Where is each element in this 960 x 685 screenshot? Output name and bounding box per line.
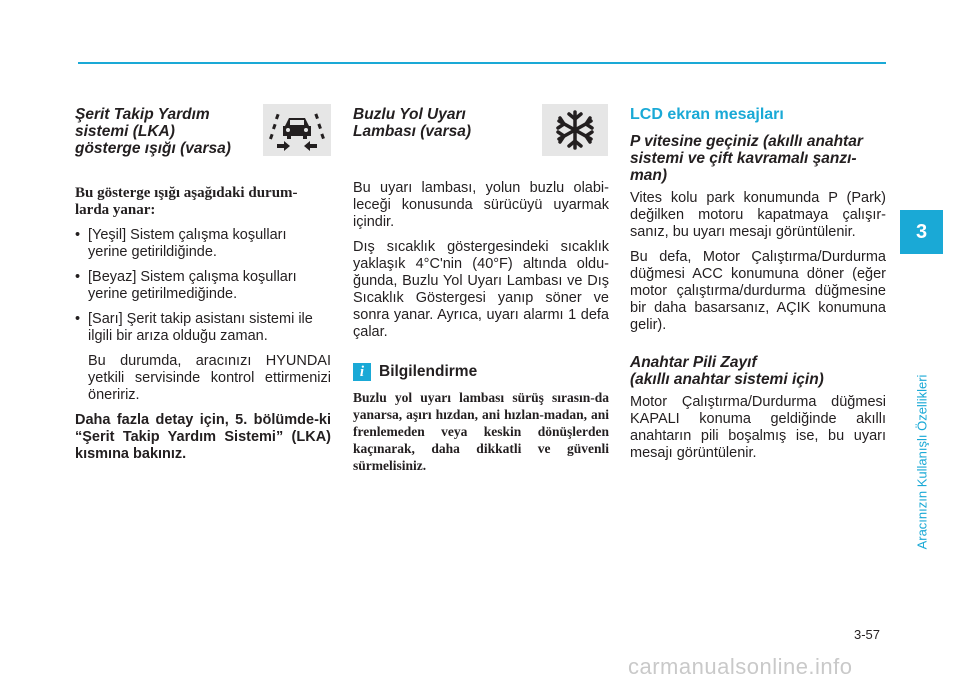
lka-heading: Şerit Takip Yardım sistemi (LKA) gösterge ışığı (varsa) [75, 106, 231, 157]
icy-road-para-2: Dış sıcaklık göstergesindeki sıcaklık yaklaşık 4°C'nin (40°F) altında oldu-ğunda, Buzlu Yol Uyarı Lambası ve Dış Sıcaklık Göstergesi yanıp söner ve sonra yanar. Ayrıca, uyarı alarmı 1 defa çalar. [353, 239, 609, 340]
icy-road-para-1: Bu uyarı lambası, yolun buzlu olabi-leceği konusunda sürücüyü uyarmak içindir. [353, 180, 609, 230]
lka-bullets [75, 227, 331, 345]
shift-to-p-para-1: Vites kolu park konumunda P (Park) değilken motoru kapatmaya çalışır-sanız, bu uyarı mesajı görüntülenir. [630, 190, 886, 240]
column-icy-road [353, 100, 609, 474]
snowflake-icon [542, 104, 608, 156]
icy-road-heading: Buzlu Yol Uyarı Lambası (varsa) [353, 106, 472, 140]
column-lcd-messages [630, 100, 886, 470]
key-battery-para: Motor Çalıştırma/Durdurma düğmesi KAPALI konuma geldiğinde akıllı anahtarın pili boşalmış ise, bu uyarı mesajı görüntülenir. [630, 394, 886, 461]
chapter-tab: 3 [900, 210, 943, 254]
page-number: 3-57 [854, 627, 881, 642]
watermark: carmanualsonline.info [628, 654, 853, 679]
info-text: Buzlu yol uyarı lambası sürüş sırasın-da yanarsa, aşırı hızdan, ani hızlan-madan, ani frenlemeden veya keskin dönüşlerden kaçınarak, daha dikkatli ve güvenli sürmelisiniz. [353, 390, 609, 473]
lka-sub-para: Bu durumda, aracınızı HYUNDAI yetkili servisinde kontrol ettirmenizi öneririz. [88, 353, 331, 403]
lcd-title: LCD ekran mesajları [630, 106, 784, 123]
list-item: • [Yeşil] Sistem çalışma koşulları yerine getirildiğinde. [75, 227, 287, 260]
list-item: • [Sarı] Şerit takip asistanı sistemi ile ilgili bir arıza olduğu zaman. [75, 311, 313, 344]
lka-bold-para: Daha fazla detay için, 5. bölümde-ki “Şerit Takip Yardım Sistemi” (LKA) kısmına bakınız. [75, 412, 331, 462]
info-header [353, 363, 609, 381]
chapter-title: Aracınızın Kullanışlı Özellikleri [914, 374, 930, 550]
list-item: • [Beyaz] Sistem çalışma koşulları yerine getirilmediğinde. [75, 269, 297, 302]
shift-to-p-para-2: Bu defa, Motor Çalıştırma/Durdurma düğmesi ACC konumuna döner (eğer motor çalıştırma/durdurma düğmesine bir daha basarsanız, AÇIK konumuna gelir). [630, 249, 886, 333]
shift-to-p-heading: P vitesine geçiniz (akıllı anahtar sistemi ve çift kavramalı şanzı- man) [630, 133, 863, 184]
info-icon: i [353, 363, 371, 381]
lane-keeping-assist-icon [263, 104, 331, 156]
key-battery-heading: Anahtar Pili Zayıf (akıllı anahtar sistemi için) [630, 354, 824, 388]
lka-intro: Bu gösterge ışığı aşağıdaki durum- larda yanar: [75, 185, 298, 218]
info-title: Bilgilendirme [379, 363, 478, 380]
top-rule [78, 62, 886, 64]
